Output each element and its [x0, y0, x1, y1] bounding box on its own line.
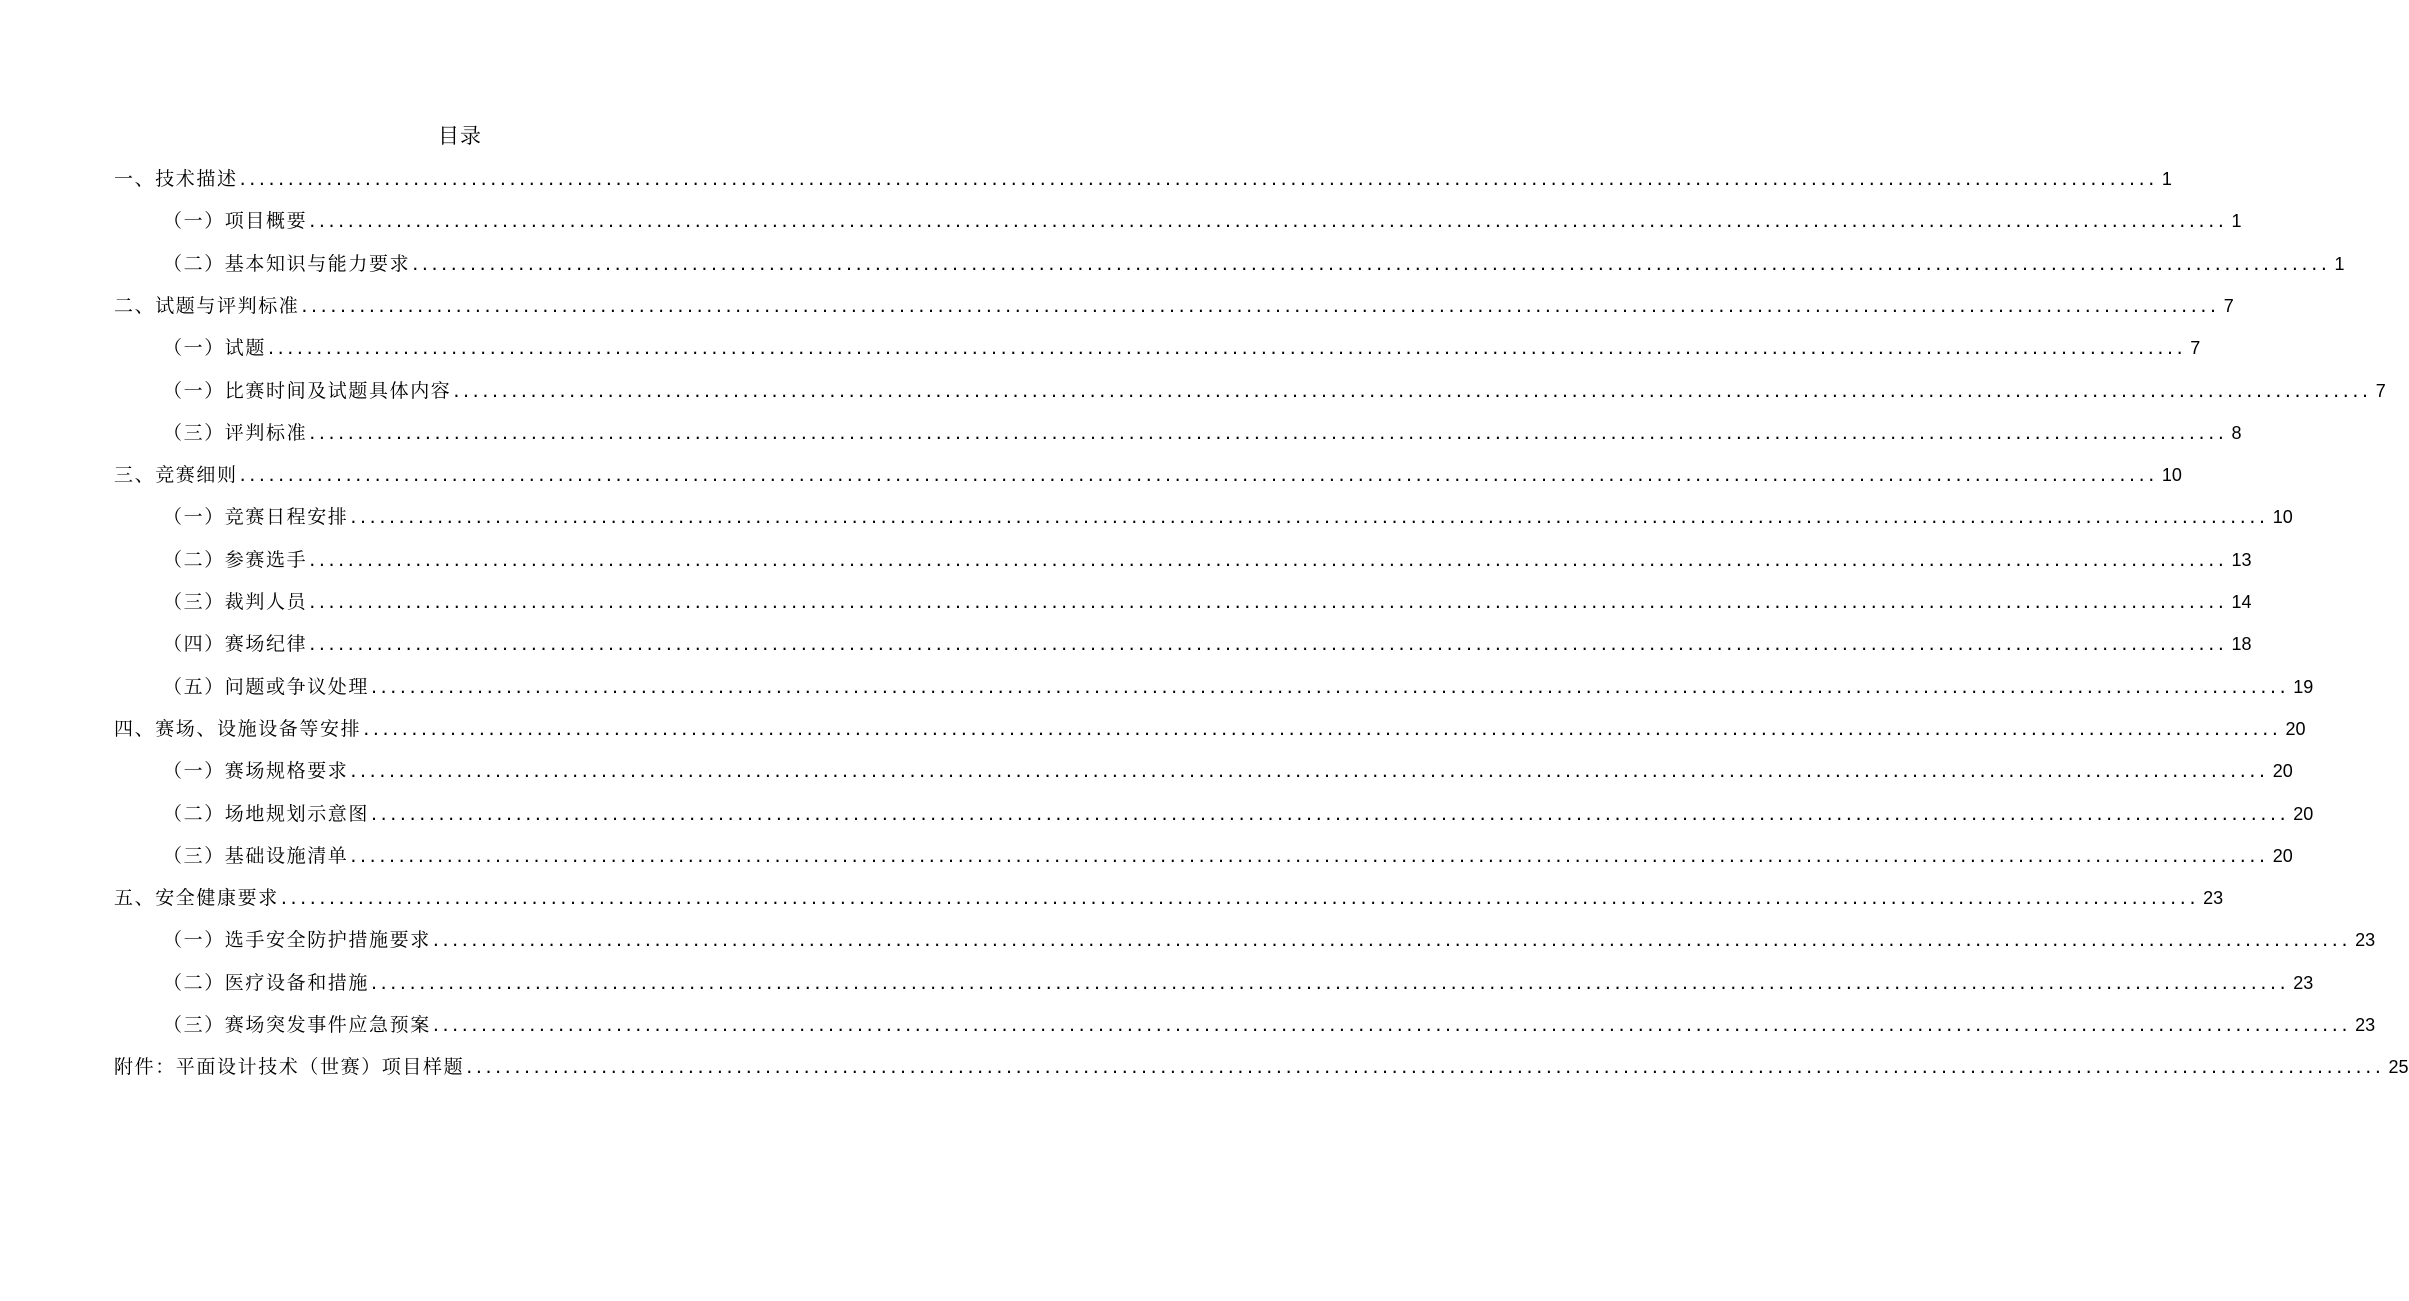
- toc-leader-dots: .......................................................................................................................................................................................................: [363, 717, 2282, 740]
- toc-entry-page-number: 23: [2293, 972, 2314, 993]
- toc-entry-label: （一）项目概要: [163, 210, 308, 233]
- toc-entry-label: 一、技术描述: [114, 168, 238, 190]
- toc-title: 目录: [438, 124, 482, 148]
- toc-entry-page-number: 7: [2375, 380, 2386, 401]
- toc-entry-page-number: 1: [2334, 253, 2345, 274]
- toc-entry-page-number: 23: [2355, 1015, 2376, 1035]
- toc-leader-dots: .......................................................................................................................................................................................................: [350, 760, 2269, 783]
- toc-leader-dots: .......................................................................................................................................................................................................: [453, 379, 2372, 402]
- toc-entry[interactable]: [163, 1008, 2376, 1038]
- toc-entry-page-number: 25: [2388, 1057, 2409, 1078]
- toc-entry-page-number: 1: [2231, 211, 2242, 232]
- toc-entry-label: （三）基础设施清单: [163, 844, 349, 867]
- toc-entry[interactable]: [163, 797, 2314, 827]
- toc-entry-label: （一）竞赛日程安排: [163, 506, 349, 529]
- toc-entry[interactable]: [163, 585, 2252, 615]
- toc-entry-page-number: 7: [2190, 338, 2201, 359]
- toc-entry-page-number: 8: [2231, 422, 2242, 443]
- toc-leader-dots: .......................................................................................................................................................................................................: [350, 844, 2269, 867]
- toc-entry[interactable]: [163, 331, 2201, 361]
- toc-leader-dots: .......................................................................................................................................................................................................: [371, 675, 2290, 698]
- toc-entry-page-number: 23: [2355, 930, 2376, 951]
- toc-entry-label: （二）参赛选手: [163, 548, 308, 571]
- toc-entry[interactable]: [114, 162, 2172, 192]
- toc-entry-label: 附件：平面设计技术（世赛）项目样题: [114, 1056, 465, 1079]
- toc-leader-dots: .......................................................................................................................................................................................................: [309, 633, 2228, 656]
- toc-entry-label: （三）赛场突发事件应急预案: [163, 1014, 431, 1036]
- toc-entry[interactable]: [163, 923, 2376, 953]
- toc-leader-dots: .......................................................................................................................................................................................................: [350, 506, 2269, 529]
- toc-leader-dots: .......................................................................................................................................................................................................: [268, 337, 2187, 360]
- toc-entry[interactable]: [163, 966, 2314, 996]
- toc-entry-label: 三、竞赛细则: [114, 464, 238, 487]
- toc-entry[interactable]: [163, 839, 2293, 869]
- toc-entry[interactable]: [114, 881, 2224, 911]
- toc-entry[interactable]: [163, 627, 2252, 657]
- toc-leader-dots: .......................................................................................................................................................................................................: [309, 421, 2228, 444]
- toc-entry-label: （四）赛场纪律: [163, 633, 308, 656]
- toc-entry-label: （一）赛场规格要求: [163, 760, 349, 783]
- toc-leader-dots: .......................................................................................................................................................................................................: [309, 548, 2228, 571]
- toc-leader-dots: .......................................................................................................................................................................................................: [432, 929, 2352, 952]
- toc-entry-page-number: 18: [2231, 634, 2252, 655]
- toc-entry-page-number: 19: [2293, 676, 2314, 697]
- toc-entry[interactable]: [163, 754, 2293, 784]
- toc-entry-page-number: 1: [2161, 169, 2172, 189]
- toc-entry-page-number: 10: [2161, 465, 2182, 486]
- toc-entry[interactable]: [114, 289, 2234, 319]
- toc-entry[interactable]: [163, 670, 2314, 700]
- toc-leader-dots: .......................................................................................................................................................................................................: [432, 1014, 2352, 1036]
- toc-entry-label: 五、安全健康要求: [114, 887, 279, 910]
- toc-entry-label: （一）选手安全防护措施要求: [163, 929, 431, 952]
- toc-entry[interactable]: [163, 374, 2386, 404]
- toc-leader-dots: .......................................................................................................................................................................................................: [239, 464, 2158, 487]
- toc-entry-page-number: 23: [2203, 888, 2224, 909]
- toc-leader-dots: .......................................................................................................................................................................................................: [239, 168, 2158, 190]
- toc-entry[interactable]: [114, 458, 2182, 488]
- toc-entry-label: （二）场地规划示意图: [163, 802, 370, 825]
- toc-entry-page-number: 14: [2231, 592, 2252, 612]
- toc-entry[interactable]: [114, 1050, 2409, 1080]
- toc-entry[interactable]: [114, 712, 2306, 742]
- toc-entry-page-number: 10: [2272, 507, 2293, 528]
- toc-leader-dots: .......................................................................................................................................................................................................: [309, 210, 2228, 233]
- toc-entry-page-number: 20: [2272, 761, 2293, 782]
- toc-entry-page-number: 7: [2223, 295, 2234, 316]
- toc-leader-dots: .......................................................................................................................................................................................................: [371, 971, 2290, 994]
- toc-entry-label: （三）评判标准: [163, 421, 308, 444]
- toc-entry-label: （一）试题: [163, 337, 267, 360]
- toc-entry-page-number: 13: [2231, 549, 2252, 570]
- toc-leader-dots: .......................................................................................................................................................................................................: [309, 591, 2228, 613]
- toc-entry[interactable]: [163, 204, 2242, 234]
- toc-entry[interactable]: [163, 543, 2252, 573]
- toc-entry-label: （三）裁判人员: [163, 591, 308, 613]
- toc-entry-page-number: 20: [2285, 718, 2306, 739]
- toc-entry-page-number: 20: [2293, 803, 2314, 824]
- toc-entry[interactable]: [163, 247, 2345, 277]
- toc-entry[interactable]: [163, 416, 2242, 446]
- toc-entry-page-number: 20: [2272, 845, 2293, 866]
- toc-entry-label: （二）基本知识与能力要求: [163, 252, 411, 275]
- toc-entry-label: （二）医疗设备和措施: [163, 971, 370, 994]
- toc-leader-dots: .......................................................................................................................................................................................................: [280, 887, 2200, 910]
- toc-entry-label: 四、赛场、设施设备等安排: [114, 717, 362, 740]
- toc-leader-dots: .......................................................................................................................................................................................................: [412, 252, 2331, 275]
- toc-entry-label: （五）问题或争议处理: [163, 675, 370, 698]
- toc-leader-dots: .......................................................................................................................................................................................................: [371, 802, 2290, 825]
- toc-entry-label: （一）比赛时间及试题具体内容: [163, 379, 452, 402]
- toc-leader-dots: .......................................................................................................................................................................................................: [466, 1056, 2385, 1079]
- toc-entry[interactable]: [163, 500, 2293, 530]
- toc-leader-dots: .......................................................................................................................................................................................................: [301, 294, 2220, 317]
- toc-entry-label: 二、试题与评判标准: [114, 294, 300, 317]
